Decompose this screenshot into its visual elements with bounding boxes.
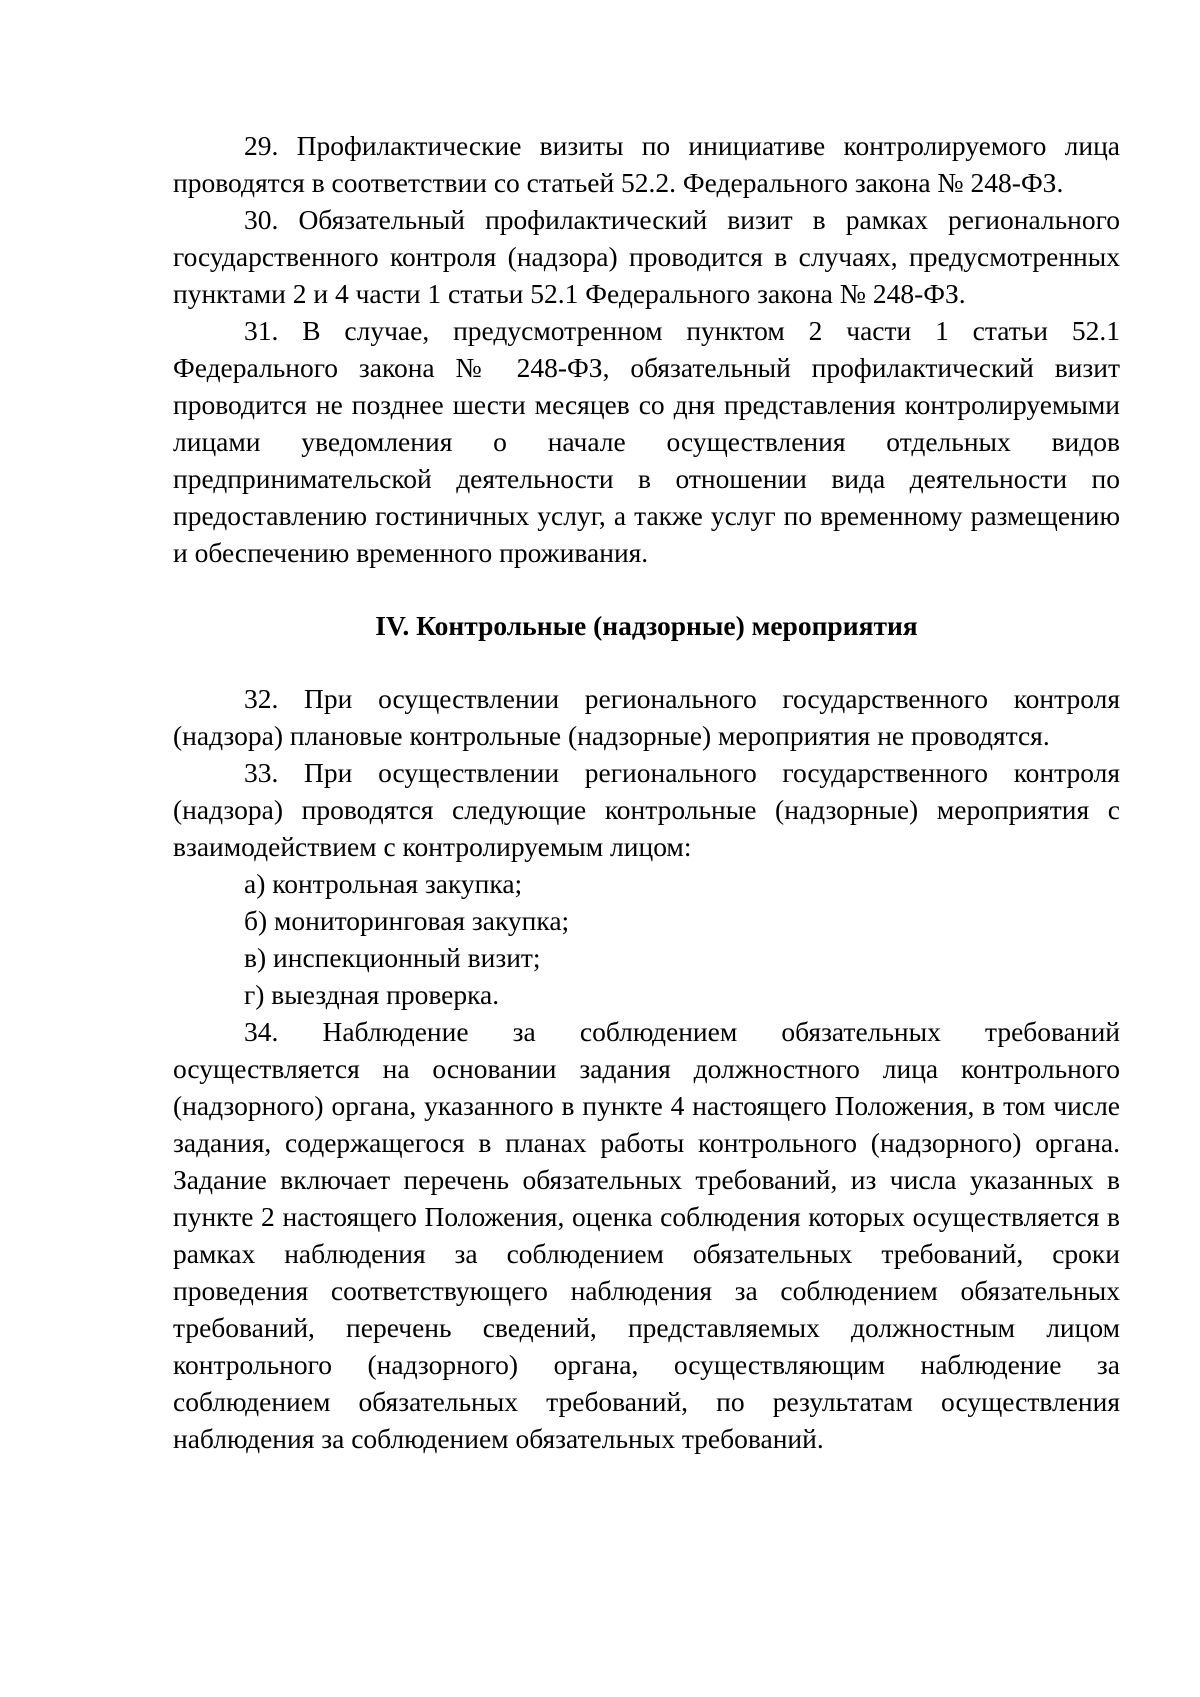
paragraph-34: 34. Наблюдение за соблюдением обязательных требований осуществляется на основании задания должностного лица контрольного (надзорного) органа, указанного в пункте 4 настоящего Положения, в том числе задания, содержащегося в планах работы контрольного (надзорного) органа. Задание включает перечень обязательных требований, из числа указанных в пункте 2 настоящего Положения, оценка соблюдения которых осуществляется в рамках наблюдения за соблюдением обязательных требований, сроки проведения соответствующего наблюдения за соблюдением обязательных требований, перечень сведений, представляемых должностным лицом контрольного (надзорного) органа, осуществляющим наблюдение за соблюдением обязательных требований, по результатам осуществления наблюдения за соблюдением обязательных требований. [173, 1016, 1120, 1454]
paragraph-33: 33. При осуществлении регионального государственного контроля (надзора) проводятся следующие контрольные (надзорные) мероприятия с взаимодействием с контролируемым лицом: [173, 757, 1120, 862]
list-item: а) контрольная закупка; [244, 868, 523, 899]
paragraph-30: 30. Обязательный профилактический визит в рамках регионального государственного контроля (надзора) проводится в случаях, предусмотренных пунктами 2 и 4 части 1 статьи 52.1 Федерального закона № 248-ФЗ. [173, 204, 1120, 309]
section-heading: IV. Контрольные (надзорные) мероприятия [375, 610, 918, 641]
list-item: в) инспекционный визит; [244, 942, 541, 973]
document-page [173, 127, 1120, 1457]
paragraph-29: 29. Профилактические визиты по инициативе контролируемого лица проводятся в соответствии со статьей 52.2. Федерального закона № 248-ФЗ. [173, 130, 1120, 198]
list-item: г) выездная проверка. [244, 979, 500, 1010]
list-item: б) мониторинговая закупка; [244, 905, 570, 936]
paragraph-31: 31. В случае, предусмотренном пунктом 2 части 1 статьи 52.1 Федерального закона № 248-ФЗ, обязательный профилактический визит проводится не позднее шести месяцев со дня представления контролируемыми лицами уведомления о начале осуществления отдельных видов предпринимательской деятельности в отношении вида деятельности по предоставлению гостиничных услуг, а также услуг по временному размещению и обеспечению временного проживания. [173, 315, 1120, 568]
paragraph-32: 32. При осуществлении регионального государственного контроля (надзора) плановые контрольные (надзорные) мероприятия не проводятся. [173, 683, 1120, 751]
